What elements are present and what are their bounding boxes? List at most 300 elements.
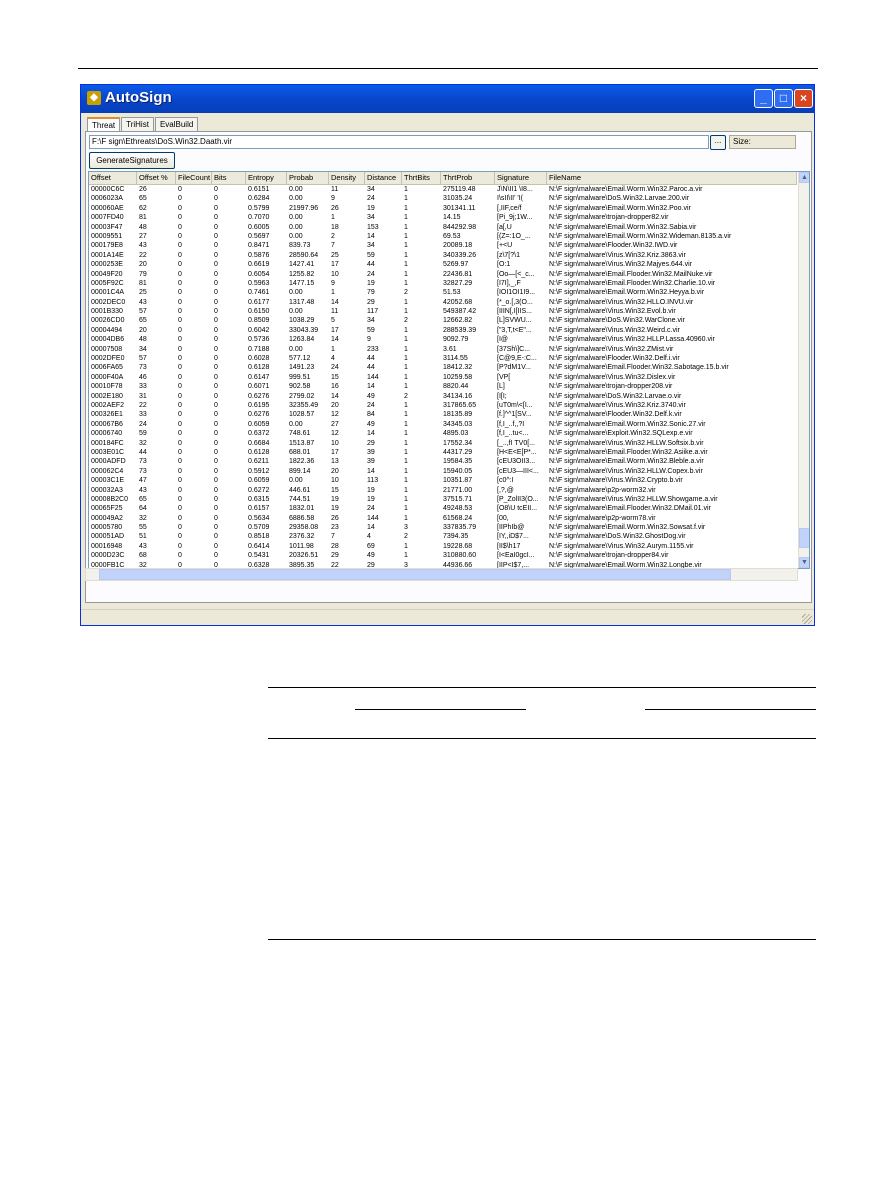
table-cell: 0 [214, 232, 218, 240]
table-row[interactable] [89, 260, 797, 269]
table-cell: J\N\II1 \I8... [497, 186, 533, 193]
table-cell: [O8\U tcEII... [497, 505, 538, 513]
table-cell: 15 [331, 486, 339, 494]
table-subheader-rule-right [645, 709, 816, 710]
table-cell: [L]SVWU... [497, 317, 532, 325]
table-cell: 59 [367, 251, 375, 259]
close-button[interactable]: × [794, 89, 813, 108]
table-cell: [P?dM1V... [497, 364, 531, 372]
table-cell: 0.6054 [248, 270, 270, 278]
table-cell: 0.6315 [248, 495, 270, 503]
table-cell: 1 [404, 458, 408, 466]
table-cell: 68 [139, 552, 147, 560]
table-cell: 000049A2 [91, 514, 123, 522]
table-row[interactable] [89, 345, 797, 354]
table-cell: 0 [178, 533, 182, 541]
table-cell: 0000ADFD [91, 458, 126, 466]
table-row[interactable] [89, 429, 797, 438]
column-header[interactable]: Probab [287, 172, 329, 184]
table-cell: [IIIN[,I[IIS... [497, 308, 533, 316]
table-row[interactable] [89, 288, 797, 297]
tab-evalbuild[interactable]: EvalBuild [155, 117, 198, 131]
table-cell: [00, [497, 514, 509, 522]
table-cell: 0.6177 [248, 298, 270, 306]
table-cell: 9092.79 [443, 336, 469, 344]
table-cell: 0.6619 [248, 261, 270, 269]
table-cell: 0.8518 [248, 533, 270, 541]
table-cell: 1028.57 [289, 411, 315, 419]
table-cell: [IIP<I$7,... [497, 561, 530, 568]
table-cell: 000051AD [91, 533, 125, 541]
table-cell: [VP[ [497, 373, 511, 381]
table-cell: 0.00 [289, 420, 303, 428]
table-cell: N:\F sign\malware\Email.Flooder.Win32.MailNuke.vir [549, 270, 713, 278]
table-cell: 0 [178, 242, 182, 250]
table-row[interactable] [89, 298, 797, 307]
table-cell: [L] [497, 383, 505, 391]
table-cell: 61568.24 [443, 514, 473, 522]
minimize-button[interactable]: _ [754, 89, 773, 108]
table-cell: 14 [367, 524, 375, 532]
table-cell: 0 [214, 467, 218, 475]
table-row[interactable] [89, 523, 797, 532]
table-cell: 59 [367, 326, 375, 334]
table-cell: 0 [214, 505, 218, 513]
table-cell: 2 [331, 232, 335, 240]
table-cell: 00000C6C [91, 186, 125, 193]
table-cell: 0 [178, 561, 182, 568]
table-cell: 0 [214, 524, 218, 532]
table-cell: 1 [404, 448, 408, 456]
table-cell: 34 [139, 345, 147, 353]
table-row[interactable] [89, 495, 797, 504]
table-cell: 00049F20 [91, 270, 123, 278]
table-cell: 0 [178, 401, 182, 409]
table-cell: 24 [367, 270, 375, 278]
table-cell: 0 [178, 505, 182, 513]
table-cell: 310880.60 [443, 552, 477, 560]
table-cell: 0 [214, 242, 218, 250]
table-cell: 1491.23 [289, 364, 315, 372]
maximize-button[interactable]: □ [774, 89, 793, 108]
table-cell: 1 [404, 270, 408, 278]
table-row[interactable] [89, 223, 797, 232]
table-cell: 153 [367, 223, 379, 231]
horizontal-scroll-thumb[interactable] [99, 569, 731, 580]
table-cell: 0.6195 [248, 401, 270, 409]
table-row[interactable] [89, 542, 797, 551]
table-cell: 0 [178, 317, 182, 325]
table-cell: 0 [214, 195, 218, 203]
table-cell: 0 [178, 279, 182, 287]
table-cell: N:\F sign\malware\Email.Worm.Win32.Longbe.vir [549, 561, 702, 568]
table-row[interactable] [89, 561, 797, 568]
table-cell: [,IIF,ce/f [497, 204, 522, 212]
table-cell: 0.8471 [248, 242, 270, 250]
table-cell: 446.61 [289, 486, 311, 494]
table-cell: 0002DFE0 [91, 355, 125, 363]
table-cell: 22 [139, 251, 147, 259]
table-cell: 000067B6 [91, 420, 123, 428]
table-row[interactable] [89, 363, 797, 372]
table-cell: [O:1 [497, 261, 511, 269]
table-cell: 0.6372 [248, 430, 270, 438]
table-cell: 233 [367, 345, 379, 353]
column-header[interactable]: Offset [89, 172, 137, 184]
table-cell: 11 [331, 308, 339, 316]
table-cell: 69.53 [443, 232, 461, 240]
table-cell: 00006740 [91, 430, 123, 438]
table-cell: 0.6128 [248, 448, 270, 456]
table-cell: 0 [178, 195, 182, 203]
table-cell: 1 [404, 261, 408, 269]
table-cell: 55 [139, 524, 147, 532]
table-cell: 73 [139, 364, 147, 372]
table-row[interactable] [89, 213, 797, 222]
table-cell: 0 [178, 486, 182, 494]
table-cell: 14 [331, 392, 339, 400]
table-cell: 7 [331, 242, 335, 250]
table-cell: 1 [404, 411, 408, 419]
table-cell: N:\F sign\malware\DoS.Win32.Larvae.200.vir [549, 195, 690, 203]
table-cell: 0.00 [289, 223, 303, 231]
column-header[interactable]: ThrtProb [441, 172, 495, 184]
table-cell: 00010F78 [91, 383, 123, 391]
table-cell: 49 [367, 552, 375, 560]
table-cell: 44 [367, 355, 375, 363]
signature-grid[interactable] [88, 171, 810, 569]
table-cell: 0 [178, 232, 182, 240]
table-row[interactable] [89, 532, 797, 541]
column-header[interactable]: FileName [547, 172, 797, 184]
table-cell: 0.5431 [248, 552, 270, 560]
table-cell: 11 [331, 186, 339, 193]
table-cell: 28 [331, 542, 339, 550]
table-cell: 0 [214, 430, 218, 438]
table-cell: 0 [214, 561, 218, 568]
table-cell: N:\F sign\malware\Email.Flooder.Win32.Charlie.10.vir [549, 279, 716, 287]
table-row[interactable] [89, 270, 797, 279]
table-cell: 18412.32 [443, 364, 473, 372]
table-cell: [Oo—[<_c... [497, 270, 535, 278]
table-cell: 0 [178, 355, 182, 363]
table-cell: 25 [331, 251, 339, 259]
table-cell: 000062C4 [91, 467, 124, 475]
table-row[interactable] [89, 514, 797, 523]
table-cell: 17 [331, 326, 339, 334]
table-cell: 0.00 [289, 308, 303, 316]
table-cell: 1 [404, 204, 408, 212]
table-cell: 1513.87 [289, 439, 315, 447]
vertical-scrollbar[interactable] [798, 172, 810, 568]
table-cell: 81 [139, 279, 147, 287]
table-cell: [z\7[?\1 [497, 251, 520, 259]
table-cell: 0 [178, 495, 182, 503]
table-cell: [P_ZolII3(O... [497, 495, 539, 503]
table-cell: 26 [331, 204, 339, 212]
table-cell: 0002E180 [91, 392, 123, 400]
table-cell: 0.5912 [248, 467, 270, 475]
table-cell: 1 [404, 477, 408, 485]
table-cell: 46 [139, 373, 147, 381]
table-cell: [,?,@ [497, 486, 514, 494]
page-header-rule [78, 68, 818, 69]
table-row[interactable] [89, 241, 797, 250]
table-row[interactable] [89, 279, 797, 288]
table-cell: 44 [367, 364, 375, 372]
table-cell: N:\F sign\malware\Email.Worm.Win32.Wideman.8135.a.vir [549, 232, 732, 240]
table-row[interactable] [89, 401, 797, 410]
column-header[interactable]: Bits [212, 172, 246, 184]
table-cell: 2 [404, 533, 408, 541]
table-cell: 32 [139, 514, 147, 522]
table-cell: 5269.97 [443, 261, 469, 269]
table-cell: 0.6684 [248, 439, 270, 447]
table-cell: 17 [331, 261, 339, 269]
table-cell: 32827.29 [443, 279, 473, 287]
table-cell: 1 [404, 232, 408, 240]
table-cell: 21997.96 [289, 204, 319, 212]
table-cell: 000060AE [91, 204, 124, 212]
scroll-thumb[interactable] [799, 528, 810, 548]
autosign-window [80, 84, 815, 626]
table-cell: 20326.51 [289, 552, 319, 560]
table-cell: N:\F sign\malware\Email.Worm.Win32.Poo.vir [549, 204, 691, 212]
generate-signatures-button[interactable]: GenerateSignatures [89, 152, 175, 169]
table-cell: 4 [331, 355, 335, 363]
table-cell: 8820.44 [443, 383, 469, 391]
table-cell: 65 [139, 317, 147, 325]
table-row[interactable] [89, 251, 797, 260]
table-cell: 22436.81 [443, 270, 473, 278]
table-row[interactable] [89, 316, 797, 325]
table-bottom-rule [268, 939, 816, 940]
table-cell: 902.58 [289, 383, 311, 391]
table-cell: 000184FC [91, 439, 124, 447]
column-header[interactable]: Signature [495, 172, 547, 184]
column-header[interactable]: ThrtBits [402, 172, 441, 184]
table-cell: 2 [404, 289, 408, 297]
table-cell: 1 [404, 186, 408, 193]
table-cell: 64 [139, 505, 147, 513]
table-cell: 14 [331, 298, 339, 306]
file-path-input[interactable]: F:\F sign\Ethreats\DoS.Win32.Daath.vir [89, 135, 709, 149]
table-cell: N:\F sign\malware\Virus.Win32.HLLP.Lassa.40960.vir [549, 336, 715, 344]
table-cell: 0 [214, 552, 218, 560]
table-row[interactable] [89, 467, 797, 476]
table-row[interactable] [89, 382, 797, 391]
table-cell: 27 [331, 420, 339, 428]
table-cell: N:\F sign\malware\Virus.Win32.Kriz.3740.vir [549, 401, 686, 409]
table-row[interactable] [89, 326, 797, 335]
table-row[interactable] [89, 410, 797, 419]
table-cell: 0 [214, 308, 218, 316]
table-cell: N:\F sign\malware\trojan-dropper208.vir [549, 383, 673, 391]
table-cell: 3 [404, 524, 408, 532]
table-cell: 10 [331, 270, 339, 278]
table-cell: 0 [214, 317, 218, 325]
table-cell: N:\F sign\malware\Virus.Win32.Kriz.3863.vir [549, 251, 686, 259]
table-cell: 0 [178, 270, 182, 278]
table-row[interactable] [89, 194, 797, 203]
table-cell: 0 [178, 223, 182, 231]
table-cell: 19 [331, 505, 339, 513]
table-cell: 81 [139, 214, 147, 222]
table-cell: 9 [331, 195, 335, 203]
table-cell: 79 [139, 270, 147, 278]
table-row[interactable] [89, 307, 797, 316]
table-cell: 0.8509 [248, 317, 270, 325]
table-cell: 00003C1E [91, 477, 125, 485]
table-cell: 0 [214, 261, 218, 269]
table-cell: [IOI1OI1I9... [497, 289, 536, 297]
table-cell: 0 [178, 524, 182, 532]
table-cell: 84 [367, 411, 375, 419]
table-cell: 29358.08 [289, 524, 319, 532]
table-cell: 0.6042 [248, 326, 270, 334]
table-cell: 32 [139, 561, 147, 568]
table-cell: 0 [214, 289, 218, 297]
table-cell: 34 [367, 317, 375, 325]
table-cell: 0 [214, 477, 218, 485]
column-header[interactable]: FileCount [178, 173, 211, 182]
table-cell: 0 [178, 186, 182, 193]
table-row[interactable] [89, 420, 797, 429]
table-cell: 0.00 [289, 214, 303, 222]
table-cell: 0 [178, 552, 182, 560]
column-header[interactable]: Entropy [246, 172, 287, 184]
table-row[interactable] [89, 551, 797, 560]
table-cell: 24 [367, 195, 375, 203]
tab-trihist[interactable]: TriHist [121, 117, 154, 131]
table-cell: 0 [178, 261, 182, 269]
table-cell: 65 [139, 195, 147, 203]
table-cell: 0000253E [91, 261, 123, 269]
table-cell: 1 [404, 242, 408, 250]
table-cell: 1038.29 [289, 317, 315, 325]
horizontal-scrollbar[interactable] [85, 568, 798, 581]
table-cell: 17552.34 [443, 439, 473, 447]
table-cell: 12 [331, 430, 339, 438]
table-cell: 1 [404, 495, 408, 503]
table-subheader-rule-left [355, 709, 526, 710]
table-row[interactable] [89, 504, 797, 513]
column-header[interactable]: Density [329, 172, 365, 184]
table-cell: 0 [178, 336, 182, 344]
table-cell: 00004494 [91, 326, 123, 334]
table-row[interactable] [89, 185, 797, 194]
tab-threat[interactable]: Threat [87, 117, 120, 133]
table-cell: 744.51 [289, 495, 311, 503]
table-row[interactable] [89, 232, 797, 241]
scroll-down-icon[interactable]: ▼ [799, 557, 810, 568]
table-cell: 0 [214, 186, 218, 193]
table-cell: N:\F sign\malware\Flooder.Win32.Delf.i.vir [549, 355, 680, 363]
table-row[interactable] [89, 354, 797, 363]
table-row[interactable] [89, 457, 797, 466]
table-cell: 7394.35 [443, 533, 469, 541]
table-row[interactable] [89, 486, 797, 495]
table-cell: 0 [214, 251, 218, 259]
table-row[interactable] [89, 476, 797, 485]
table-cell: [cEU3—III<... [497, 467, 539, 475]
scroll-up-icon[interactable]: ▲ [799, 172, 810, 183]
table-cell: N:\F sign\malware\Virus.Win32.Weird.c.vir [549, 326, 680, 334]
table-cell: 18 [331, 223, 339, 231]
table-cell: [(Z=:1O_... [497, 232, 531, 240]
table-row[interactable] [89, 392, 797, 401]
table-cell: N:\F sign\malware\Exploit.Win32.SQLexp.e.vir [549, 430, 693, 438]
table-cell: [a[,U [497, 223, 512, 231]
table-cell: 44 [367, 261, 375, 269]
table-cell: 19 [367, 486, 375, 494]
table-cell: N:\F sign\malware\Email.Worm.Win32.Paroc.a.vir [549, 186, 703, 193]
table-cell: 0.6059 [248, 420, 270, 428]
table-cell: N:\F sign\malware\Virus.Win32.Crypto.b.vir [549, 477, 683, 485]
table-cell: 18135.89 [443, 411, 473, 419]
table-cell: 1 [404, 326, 408, 334]
table-cell: 0 [214, 411, 218, 419]
table-cell: 1263.84 [289, 336, 315, 344]
table-cell: N:\F sign\malware\Virus.Win32.HLLW.Showgame.a.vir [549, 495, 718, 503]
table-cell: 0002AEF2 [91, 401, 125, 409]
table-cell: 0.6414 [248, 542, 270, 550]
table-cell: 0.00 [289, 186, 303, 193]
table-cell: 10 [331, 439, 339, 447]
table-cell: 0 [178, 448, 182, 456]
table-cell: 0002DEC0 [91, 298, 126, 306]
size-label: Size: [729, 135, 796, 149]
table-row[interactable] [89, 335, 797, 344]
table-cell: 0 [214, 542, 218, 550]
table-cell: [I@ [497, 336, 508, 344]
table-cell: 144 [367, 514, 379, 522]
column-header[interactable]: Distance [365, 172, 402, 184]
table-cell: 899.14 [289, 467, 311, 475]
table-cell: 10351.87 [443, 477, 473, 485]
table-cell: 1 [404, 214, 408, 222]
table-cell: 24 [367, 401, 375, 409]
title-bar[interactable] [81, 85, 814, 113]
table-cell: 49 [367, 420, 375, 428]
table-cell: 57 [139, 308, 147, 316]
resize-grip-icon[interactable] [802, 614, 812, 624]
table-cell: 49 [367, 392, 375, 400]
table-cell: 0.6128 [248, 364, 270, 372]
table-cell: 0 [178, 364, 182, 372]
table-cell: 1 [404, 467, 408, 475]
table-cell: 0 [178, 289, 182, 297]
table-cell: 6886.58 [289, 514, 315, 522]
table-row[interactable] [89, 448, 797, 457]
table-cell: N:\F sign\malware\Email.Worm.Win32.Bleble.a.vir [549, 458, 704, 466]
table-cell: 48 [139, 336, 147, 344]
table-cell: 24 [331, 364, 339, 372]
table-cell: 21771.00 [443, 486, 473, 494]
table-row[interactable] [89, 204, 797, 213]
table-cell: 0000F40A [91, 373, 124, 381]
table-row[interactable] [89, 439, 797, 448]
column-header[interactable]: Offset % [137, 172, 176, 184]
table-top-rule [268, 687, 816, 688]
table-row[interactable] [89, 373, 797, 382]
table-cell: 69 [367, 542, 375, 550]
table-cell: 0.7461 [248, 289, 270, 297]
table-cell: 20 [139, 326, 147, 334]
browse-button[interactable]: ... [710, 135, 726, 150]
table-cell: 1832.01 [289, 505, 315, 513]
table-cell: 0 [214, 270, 218, 278]
